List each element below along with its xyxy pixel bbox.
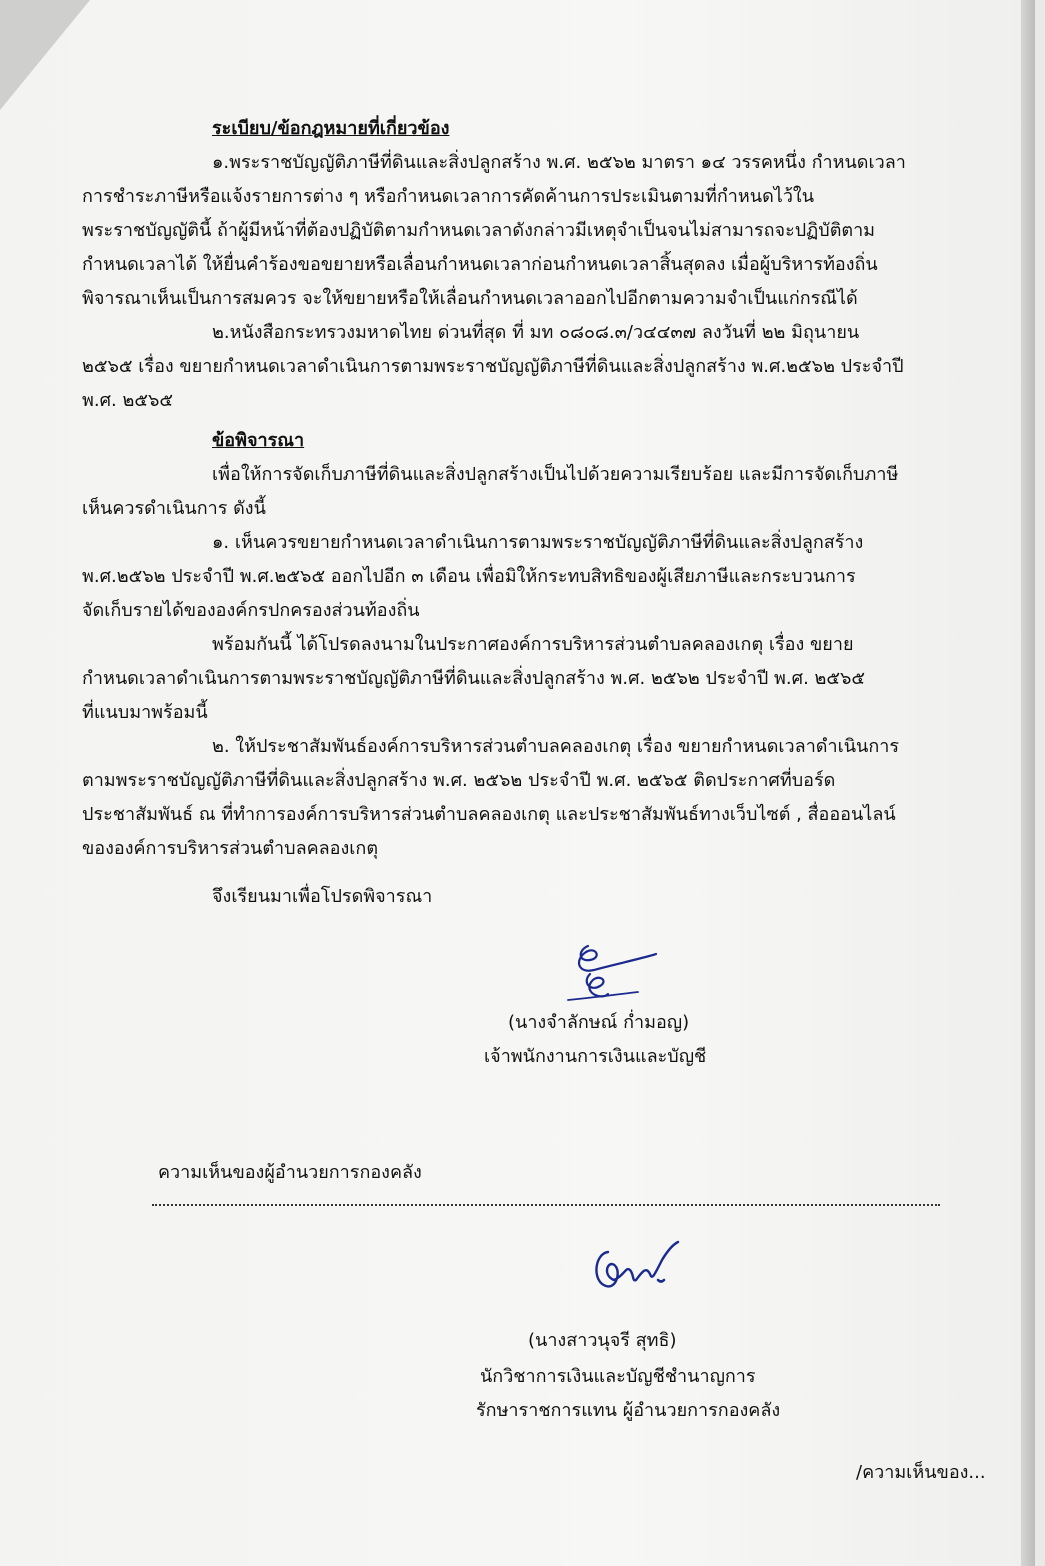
signer2-position: นักวิชาการเงินและบัญชีชำนาญการ <box>480 1366 756 1387</box>
body-line: พ.ศ. ๒๕๖๕ <box>82 390 173 411</box>
body-line: พ.ศ.๒๕๖๒ ประจำปี พ.ศ.๒๕๖๕ ออกไปอีก ๓ เดือน เพื่อมิให้กระทบสิทธิของผู้เสียภาษีและกระบวนการ <box>82 566 856 587</box>
body-line: การชำระภาษีหรือแจ้งรายการต่าง ๆ หรือกำหนดเวลาการคัดค้านการประเมินตามที่กำหนดไว้ใน <box>82 186 815 207</box>
signer2-acting: รักษาราชการแทน ผู้อำนวยการกองคลัง <box>476 1400 781 1421</box>
body-line: ขององค์การบริหารส่วนตำบลคลองเกตุ <box>82 838 379 859</box>
body-line: เห็นควรดำเนินการ ดังนี้ <box>82 498 266 519</box>
signer1-name: (นางจำลักษณ์ ก่ำมอญ) <box>508 1012 690 1033</box>
section-heading-regulations: ระเบียบ/ข้อกฎหมายที่เกี่ยวข้อง <box>212 118 450 139</box>
opinion-label: ความเห็นของผู้อำนวยการกองคลัง <box>158 1162 422 1183</box>
section-heading-considerations: ข้อพิจารณา <box>212 430 305 451</box>
body-line: กำหนดเวลาได้ ให้ยื่นคำร้องขอขยายหรือเลื่อนกำหนดเวลาก่อนกำหนดเวลาสิ้นสุดลง เมื่อผู้บริหารท้องถิ่น <box>82 254 878 275</box>
body-line: ๑.พระราชบัญญัติภาษีที่ดินและสิ่งปลูกสร้าง พ.ศ. ๒๕๖๒ มาตรา ๑๔ วรรคหนึ่ง กำหนดเวลา <box>212 152 906 173</box>
dotted-line <box>152 1204 940 1206</box>
closing-line: จึงเรียนมาเพื่อโปรดพิจารณา <box>212 886 433 907</box>
body-line: พิจารณาเห็นเป็นการสมควร จะให้ขยายหรือให้เลื่อนกำหนดเวลาออกไปอีกตามความจำเป็นแก่กรณีได้ <box>82 288 858 309</box>
handwritten-signature-2 <box>588 1236 688 1306</box>
body-line: ๑. เห็นควรขยายกำหนดเวลาดำเนินการตามพระราชบัญญัติภาษีที่ดินและสิ่งปลูกสร้าง <box>212 532 864 553</box>
handwritten-signature-1 <box>560 940 670 1020</box>
folded-corner <box>0 0 90 110</box>
continuation-note: /ความเห็นของ... <box>856 1462 986 1483</box>
body-line: เพื่อให้การจัดเก็บภาษีที่ดินและสิ่งปลูกสร้างเป็นไปด้วยความเรียบร้อย และมีการจัดเก็บภาษี <box>212 464 899 485</box>
body-line: ประชาสัมพันธ์ ณ ที่ทำการองค์การบริหารส่วนตำบลคลองเกตุ และประชาสัมพันธ์ทางเว็บไซต์ , สื่อออนไลน์ <box>82 804 896 825</box>
body-line: ๒.หนังสือกระทรวงมหาดไทย ด่วนที่สุด ที่ มท ๐๘๐๘.๓/ว๔๔๓๗ ลงวันที่ ๒๒ มิถุนายน <box>212 322 860 343</box>
body-line: ๒๕๖๕ เรื่อง ขยายกำหนดเวลาดำเนินการตามพระราชบัญญัติภาษีที่ดินและสิ่งปลูกสร้าง พ.ศ.๒๕๖๒ ประจำปี <box>82 356 904 377</box>
body-line: จัดเก็บรายได้ขององค์กรปกครองส่วนท้องถิ่น <box>82 600 420 621</box>
body-line: พระราชบัญญัตินี้ ถ้าผู้มีหน้าที่ต้องปฏิบัติตามกำหนดเวลาดังกล่าวมีเหตุจำเป็นจนไม่สามารถจะปฏิบัติตาม <box>82 220 876 241</box>
body-line: ที่แนบมาพร้อมนี้ <box>82 702 208 723</box>
body-line: พร้อมกันนี้ ได้โปรดลงนามในประกาศองค์การบริหารส่วนตำบลคลองเกตุ เรื่อง ขยาย <box>212 634 854 655</box>
signer1-position: เจ้าพนักงานการเงินและบัญชี <box>484 1046 707 1067</box>
body-line: ตามพระราชบัญญัติภาษีที่ดินและสิ่งปลูกสร้าง พ.ศ. ๒๕๖๒ ประจำปี พ.ศ. ๒๕๖๕ ติดประกาศที่บอร์ด <box>82 770 836 791</box>
body-line: กำหนดเวลาดำเนินการตามพระราชบัญญัติภาษีที่ดินและสิ่งปลูกสร้าง พ.ศ. ๒๕๖๒ ประจำปี พ.ศ. ๒๕๖๕ <box>82 668 866 689</box>
page-edge <box>1021 0 1035 1566</box>
body-line: ๒. ให้ประชาสัมพันธ์องค์การบริหารส่วนตำบลคลองเกตุ เรื่อง ขยายกำหนดเวลาดำเนินการ <box>212 736 900 757</box>
signer2-name: (นางสาวนุจรี สุทธิ) <box>528 1330 677 1351</box>
